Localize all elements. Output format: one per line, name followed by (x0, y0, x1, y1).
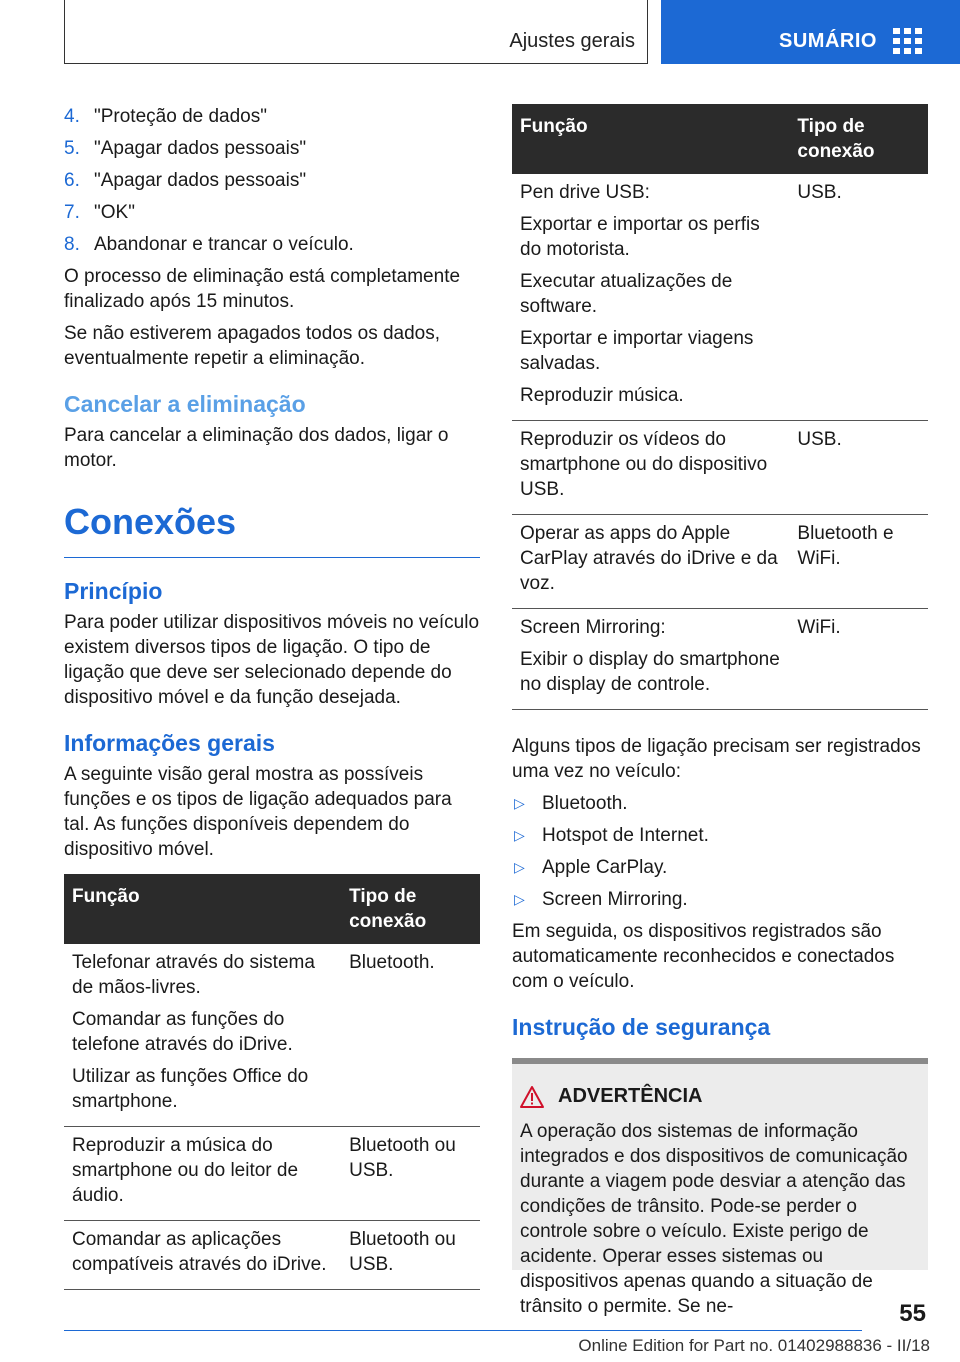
cell-line: Telefonar através do sistema de mãos-livres. (72, 952, 315, 998)
footer-edition: Online Edition for Part no. 01402988836 - II/18 (578, 1336, 930, 1355)
cell-type: Bluetooth. (341, 944, 480, 1127)
cell-type: Bluetooth ou USB. (341, 1127, 480, 1221)
warning-triangle-icon (520, 1086, 544, 1108)
list-item (512, 887, 928, 912)
cell-type: USB. (789, 174, 928, 421)
step-text: "Proteção de dados" (94, 106, 267, 127)
cell-type: Bluetooth e WiFi. (789, 515, 928, 609)
table-row (512, 174, 928, 421)
cell-line: Comandar as funções do telefone através do iDrive. (72, 1009, 293, 1055)
step-text: Abandonar e trancar o veículo. (94, 234, 354, 255)
step-item (64, 232, 480, 257)
warning-title: ADVERTÊNCIA (558, 1085, 703, 1107)
cell-function (512, 174, 789, 421)
paragraph: Para cancelar a eliminação dos dados, ligar o motor. (64, 425, 449, 471)
step-item (64, 168, 480, 193)
principle-heading: Princípio (64, 578, 163, 604)
paragraph: O processo de eliminação está completamente finalizado após 15 minutos. (64, 266, 461, 312)
list-item-text: Apple CarPlay. (542, 857, 668, 878)
paragraph: A seguinte visão geral mostra as possíveis funções e os tipos de ligação adequados para tal. As funções disponíveis dependem do dispositivo móvel. (64, 764, 452, 860)
table-row (512, 421, 928, 515)
step-item (64, 104, 480, 129)
table-row (512, 609, 928, 710)
cell-type: WiFi. (789, 609, 928, 710)
table-row (64, 944, 480, 1127)
list-item (512, 855, 928, 880)
cell-line: Comandar as aplicações compatíveis através do iDrive. (72, 1229, 327, 1275)
cell-line: Executar atualizações de software. (520, 271, 733, 317)
col-header-function: Função (512, 104, 789, 174)
list-item-text: Bluetooth. (542, 793, 628, 814)
cell-line: Operar as apps do Apple CarPlay através do iDrive e da voz. (520, 523, 778, 594)
paragraph: Para poder utilizar dispositivos móveis no veículo existem diversos tipos de ligação. O tipo de ligação que deve ser selecionado depende do dispositivo móvel e da função desejada. (64, 612, 480, 708)
step-item (64, 200, 480, 225)
cell-function (512, 421, 789, 515)
step-number: 4. (64, 106, 80, 127)
cell-line: Exportar e importar os perfis do motorista. (520, 214, 760, 260)
step-number: 8. (64, 234, 80, 255)
step-number: 6. (64, 170, 80, 191)
cell-line: Pen drive USB: (520, 182, 650, 203)
triangle-bullet-icon: ▷ (514, 795, 525, 811)
cell-type: Bluetooth ou USB. (341, 1221, 480, 1290)
cell-line: Reproduzir a música do smartphone ou do leitor de áudio. (72, 1135, 299, 1206)
cell-function (64, 1221, 341, 1290)
cell-type: USB. (789, 421, 928, 515)
bullet-list (512, 791, 928, 912)
header-section-box (64, 0, 648, 64)
cell-line: Exibir o display do smartphone no display de controle. (520, 649, 780, 695)
triangle-bullet-icon: ▷ (514, 827, 525, 843)
paragraph: Em seguida, os dispositivos registrados são automaticamente reconhecidos e conectados com o veículo. (512, 921, 895, 992)
connections-table-continued (512, 104, 928, 710)
left-column (64, 104, 480, 1290)
step-text: "OK" (94, 202, 135, 223)
table-row (64, 1221, 480, 1290)
cell-function (64, 944, 341, 1127)
summary-button[interactable] (661, 0, 960, 64)
triangle-bullet-icon: ▷ (514, 859, 525, 875)
cell-line: Exportar e importar viagens salvadas. (520, 328, 754, 374)
cancel-heading: Cancelar a eliminação (64, 391, 306, 417)
connections-table (64, 874, 480, 1290)
cell-function (64, 1127, 341, 1221)
cell-line: Reproduzir os vídeos do smartphone ou do dispositivo USB. (520, 429, 768, 500)
cell-function (512, 515, 789, 609)
list-item (512, 791, 928, 816)
list-item-text: Hotspot de Internet. (542, 825, 709, 846)
cell-line: Screen Mirroring: (520, 617, 666, 638)
paragraph: Alguns tipos de ligação precisam ser registrados uma vez no veículo: (512, 736, 921, 782)
step-text: "Apagar dados pessoais" (94, 170, 307, 191)
cell-function (512, 609, 789, 710)
table-row (64, 1127, 480, 1221)
warning-text: A operação dos sistemas de informação integrados e dos dispositivos de comunicação durante a viagem pode desviar a atenção das condições de trânsito. Pode-se perder o controle sobre o veículo. Existe perigo de acidente. Operar esses sistemas ou dispositivos apenas quando a situação de trânsito o permite. Se ne- (520, 1121, 908, 1317)
step-number: 5. (64, 138, 80, 159)
connections-heading: Conexões (64, 501, 480, 558)
list-item-text: Screen Mirroring. (542, 889, 688, 910)
step-list (64, 104, 480, 257)
cell-line: Utilizar as funções Office do smartphone. (72, 1066, 309, 1112)
table-row (512, 515, 928, 609)
cell-line: Reproduzir música. (520, 385, 684, 406)
table-header-row (64, 874, 480, 944)
grid-menu-icon (893, 28, 923, 54)
triangle-bullet-icon: ▷ (514, 891, 525, 907)
step-item (64, 136, 480, 161)
info-heading: Informações gerais (64, 730, 275, 756)
list-item (512, 823, 928, 848)
col-header-type: Tipo de conexão (341, 874, 480, 944)
footer-divider (64, 1330, 862, 1331)
safety-heading: Instrução de segurança (512, 1014, 771, 1040)
col-header-type: Tipo de conexão (789, 104, 928, 174)
summary-button-label: SUMÁRIO (779, 30, 877, 52)
table-header-row (512, 104, 928, 174)
paragraph: Se não estiverem apagados todos os dados, eventualmente repetir a eliminação. (64, 323, 441, 369)
warning-header (520, 1084, 920, 1109)
step-text: "Apagar dados pessoais" (94, 138, 307, 159)
page-number: 55 (899, 1300, 926, 1327)
col-header-function: Função (64, 874, 341, 944)
step-number: 7. (64, 202, 80, 223)
section-title: Ajustes gerais (509, 30, 635, 52)
